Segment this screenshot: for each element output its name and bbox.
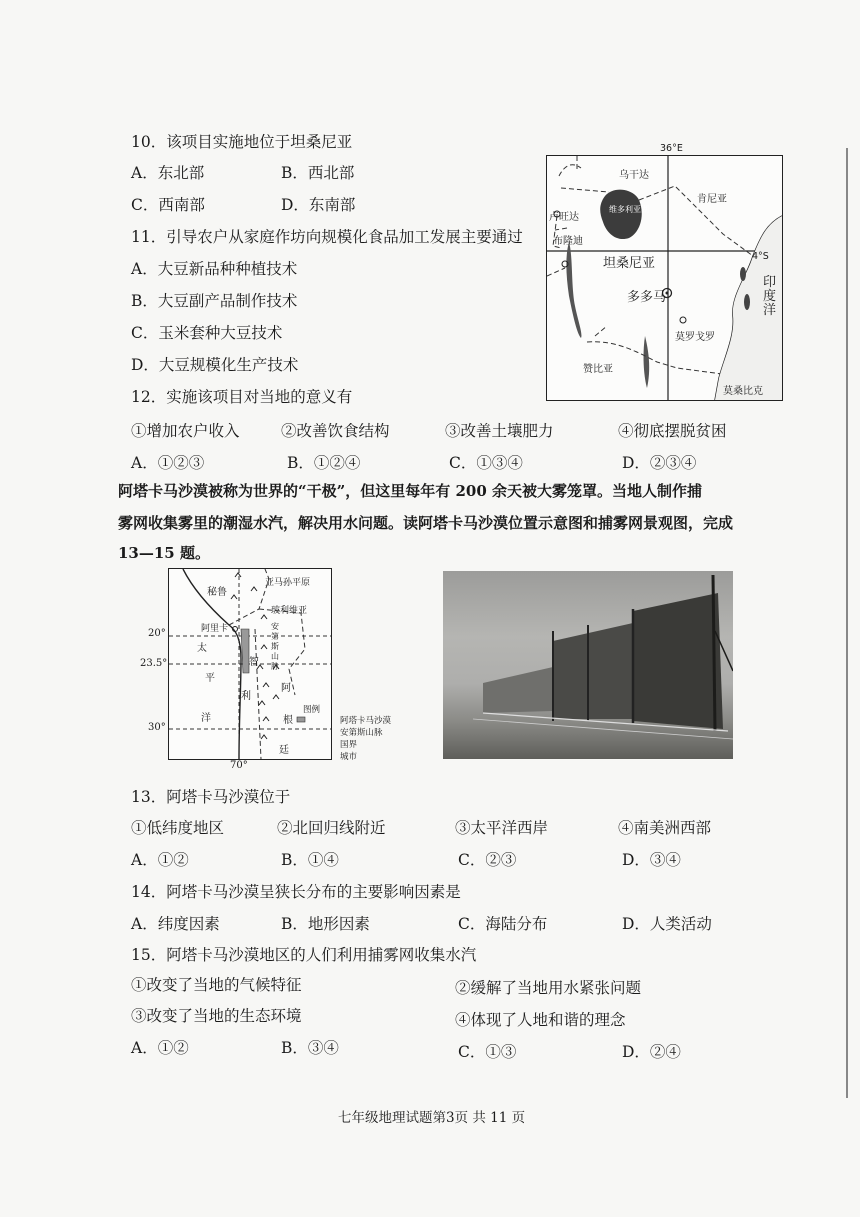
q13-statement-3: ③太平洋西岸	[455, 819, 549, 837]
q13-option-b: B．①④	[281, 851, 339, 869]
q14-option-a: A．纬度因素	[131, 915, 220, 933]
label-morogoro: 莫罗戈罗	[675, 332, 715, 343]
q15-option-b: B．③④	[281, 1039, 339, 1057]
q10-option-a: A．东北部	[131, 164, 205, 182]
label-andes-3: 斯	[271, 642, 279, 651]
label-arica: 阿里卡	[201, 624, 229, 634]
q12-stem: 12．实施该项目对当地的意义有	[131, 388, 353, 406]
passage-line-2: 雾网收集雾里的潮湿水汽，解决用水问题。读阿塔卡马沙漠位置示意图和捕雾网景观图，完成	[118, 514, 734, 532]
q13-option-c: C．②③	[458, 851, 517, 869]
fog-net-photo	[443, 571, 733, 759]
q13-statement-1: ①低纬度地区	[131, 819, 225, 837]
passage-line-1: 阿塔卡马沙漠被称为世界的“干极”，但这里每年有 200 余天被大雾笼罩。当地人制作捕	[118, 482, 703, 500]
q12-statement-3: ③改善土壤肥力	[445, 422, 554, 440]
label-23-5: 23.5°	[140, 658, 168, 669]
q14-stem: 14．阿塔卡马沙漠呈狭长分布的主要影响因素是	[131, 883, 461, 901]
q15-option-d: D．②④	[622, 1043, 681, 1061]
q13-option-a: A．①②	[131, 851, 189, 869]
q14-option-c: C．海陆分布	[458, 915, 548, 933]
q10-option-b: B．西北部	[281, 164, 355, 182]
passage-line-3: 13—15 题。	[118, 544, 210, 562]
label-argentina-3: 廷	[279, 745, 289, 756]
label-dodoma: 多多马	[627, 290, 667, 305]
q12-statement-1: ①增加农户收入	[131, 422, 240, 440]
label-pacific-3: 洋	[201, 713, 211, 724]
label-burundi: 布隆迪	[553, 236, 583, 247]
label-4s: 4°S	[752, 251, 769, 262]
q12-option-d: D．②③④	[622, 454, 697, 472]
q14-option-d: D．人类活动	[622, 915, 712, 933]
label-argentina-2: 根	[283, 715, 293, 726]
label-amazon-plain: 亚马孙平原	[265, 578, 311, 588]
legend-andes: 安第斯山脉	[340, 728, 383, 738]
label-peru: 秘鲁	[207, 587, 227, 598]
q15-statement-4: ④体现了人地和谐的理念	[455, 1011, 626, 1029]
label-36e: 36°E	[660, 143, 683, 154]
q11-stem: 11．引导农户从家庭作坊向规模化食品加工发展主要通过	[131, 228, 523, 246]
label-chile-1: 智	[249, 657, 259, 668]
q12-option-c: C．①③④	[449, 454, 523, 472]
label-pacific-1: 太	[197, 643, 207, 654]
page-footer: 七年级地理试题第3页 共 11 页	[338, 1110, 526, 1126]
q11-option-a: A．大豆新品种种植技术	[131, 260, 298, 278]
q12-statement-4: ④彻底摆脱贫困	[618, 422, 727, 440]
q11-option-c: C．玉米套种大豆技术	[131, 324, 283, 342]
label-mozambique: 莫桑比克	[723, 386, 763, 397]
label-andes-2: 第	[271, 632, 279, 641]
q13-option-d: D．③④	[622, 851, 681, 869]
q12-option-b: B．①②④	[287, 454, 361, 472]
label-30: 30°	[148, 722, 166, 733]
label-zambia: 赞比亚	[583, 364, 613, 375]
legend-border: 国界	[340, 740, 358, 750]
label-70: 70°	[230, 760, 248, 771]
label-andes-5: 脉	[271, 662, 279, 671]
q15-statement-2: ②缓解了当地用水紧张问题	[455, 979, 642, 997]
label-20: 20°	[148, 628, 166, 639]
label-indian-ocean: 印度洋	[763, 275, 777, 318]
q15-option-a: A．①②	[131, 1039, 189, 1057]
q15-statement-1: ①改变了当地的气候特征	[131, 976, 302, 994]
q14-option-b: B．地形因素	[281, 915, 370, 933]
fog-net-photo-graphic	[443, 571, 733, 759]
label-andes-4: 山	[271, 652, 279, 661]
q15-stem: 15．阿塔卡马沙漠地区的人们利用捕雾网收集水汽	[131, 946, 477, 964]
label-kenya: 肯尼亚	[697, 194, 727, 205]
q10-stem: 10．该项目实施地位于坦桑尼亚	[131, 133, 353, 151]
label-tanzania: 坦桑尼亚	[603, 256, 656, 271]
page-edge	[846, 148, 848, 1098]
tanzania-map	[546, 155, 783, 401]
q15-option-c: C．①③	[458, 1043, 517, 1061]
q13-statement-2: ②北回归线附近	[277, 819, 386, 837]
legend-title: 图例	[303, 705, 321, 715]
label-andes-1: 安	[271, 622, 279, 631]
q13-statement-4: ④南美洲西部	[618, 819, 712, 837]
q11-option-b: B．大豆副产品制作技术	[131, 292, 298, 310]
label-chile-2: 利	[241, 691, 251, 702]
legend-city: 城市	[340, 752, 358, 762]
label-uganda: 乌干达	[619, 170, 649, 181]
q12-statement-2: ②改善饮食结构	[281, 422, 390, 440]
q13-stem: 13．阿塔卡马沙漠位于	[131, 788, 291, 806]
label-pacific-2: 平	[205, 673, 215, 684]
q10-option-d: D．东南部	[281, 196, 356, 214]
label-bolivia: 玻利维亚	[271, 606, 308, 616]
label-lake: 维多利亚湖	[609, 205, 649, 214]
label-rwanda: 卢旺达	[549, 212, 579, 223]
atacama-map	[168, 568, 332, 760]
q10-option-c: C．西南部	[131, 196, 205, 214]
q11-option-d: D．大豆规模化生产技术	[131, 356, 299, 374]
q12-option-a: A．①②③	[131, 454, 205, 472]
q15-statement-3: ③改变了当地的生态环境	[131, 1007, 302, 1025]
legend-desert: 阿塔卡马沙漠	[340, 716, 392, 726]
label-argentina-1: 阿	[281, 683, 291, 694]
